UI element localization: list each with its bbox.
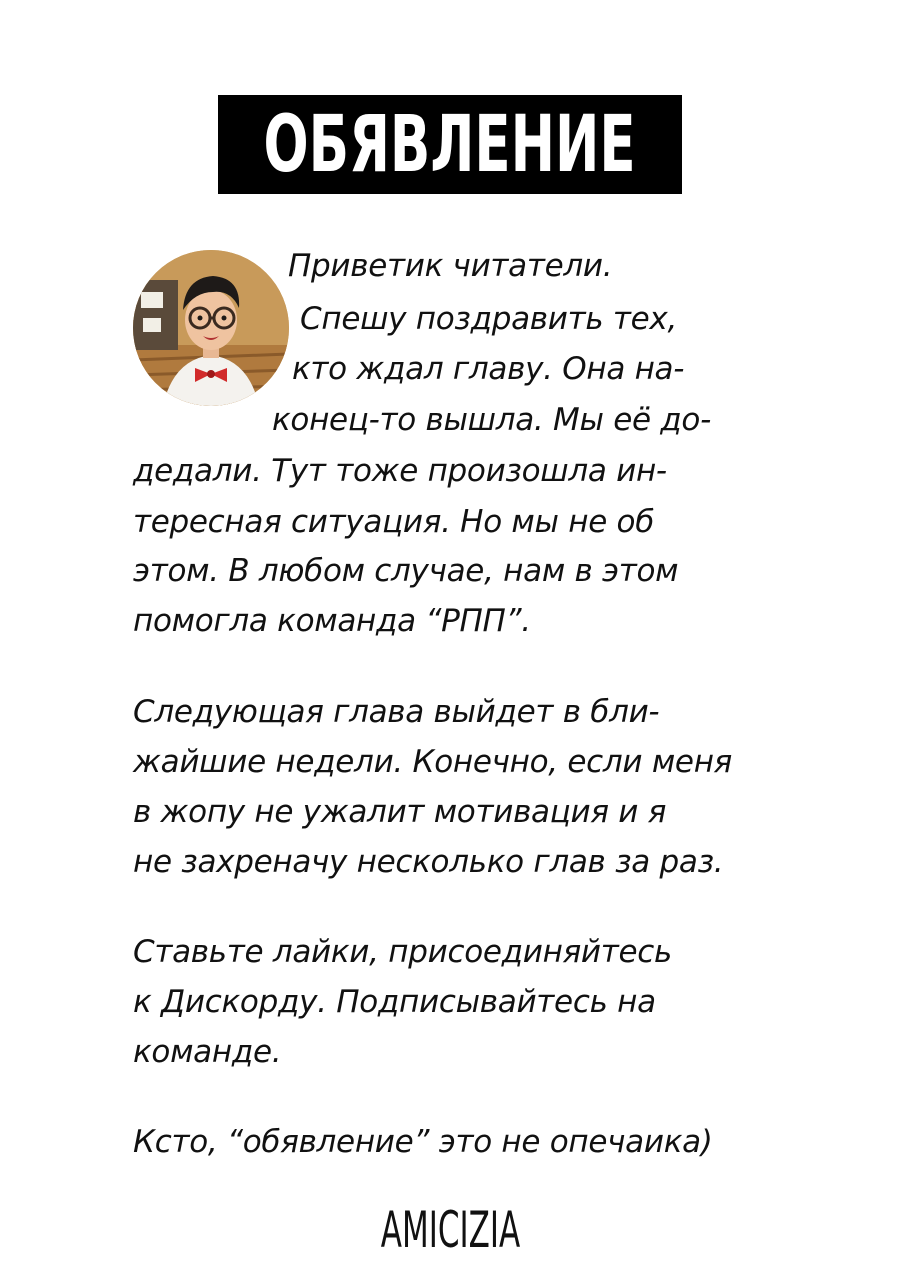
team-signature	[0, 1201, 900, 1259]
announcement-title-box	[218, 95, 682, 194]
paragraph1-line: этом. В любом случае, нам в этом	[133, 553, 679, 589]
team-signature-text: AMICIZIA	[380, 1201, 520, 1259]
paragraph1-line: кто ждал главу. Она на-	[292, 351, 685, 387]
paragraph4-line: Ксто, “обявление” это не опечаика)	[133, 1124, 713, 1160]
paragraph1-line: помогла команда “РПП”.	[133, 603, 531, 639]
paragraph2-line: жайшие недели. Конечно, если меня	[133, 744, 733, 780]
paragraph3-line: к Дискорду. Подписывайтесь на	[133, 984, 656, 1020]
paragraph2-line: в жопу не ужалит мотивация и я	[133, 794, 667, 830]
paragraph2-line: Следующая глава выйдет в бли-	[133, 694, 660, 730]
paragraph3-line: Ставьте лайки, присоединяйтесь	[133, 934, 673, 970]
paragraph1-line: Спешу поздравить тех,	[300, 301, 678, 337]
paragraph1-line: конец-то вышла. Мы её до-	[272, 402, 711, 438]
announcement-title: ОБЯВЛЕНИЕ	[263, 99, 637, 190]
paragraph3-line: команде.	[133, 1034, 282, 1070]
paragraph2-line: не захреначу несколько глав за раз.	[133, 844, 724, 880]
paragraph1-line: тересная ситуация. Но мы не об	[133, 504, 655, 540]
author-avatar	[133, 250, 289, 406]
paragraph1-line: Приветик читатели.	[288, 248, 613, 284]
paragraph1-line: дедали. Тут тоже произошла ин-	[133, 453, 667, 489]
